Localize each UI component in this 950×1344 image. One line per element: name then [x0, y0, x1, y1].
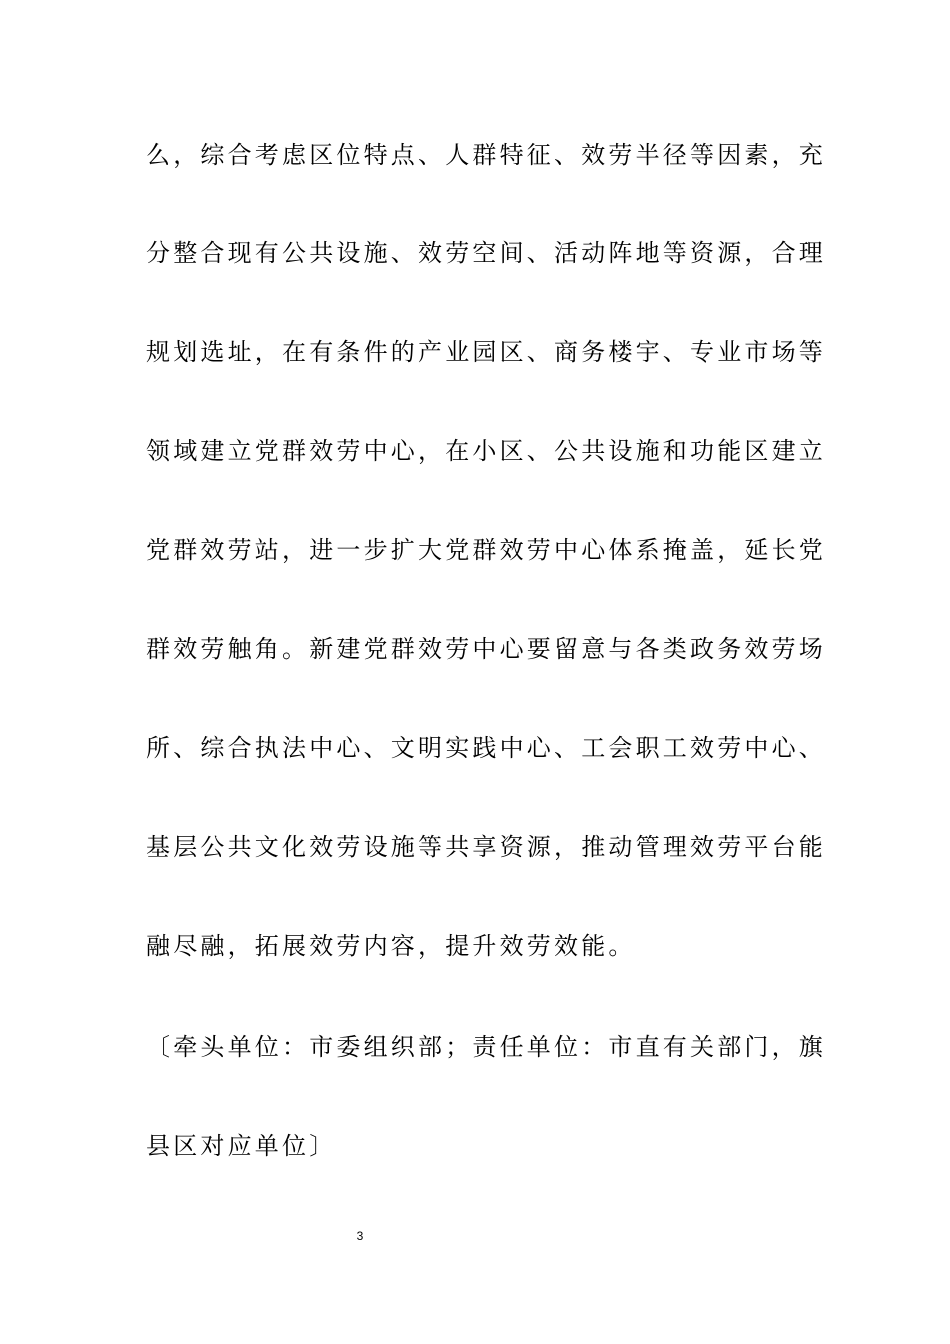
paragraph-line: 融尽融，拓展效劳内容，提升效劳效能。	[146, 932, 636, 960]
paragraph-line: 基层公共文化效劳设施等共享资源，推动管理效劳平台能	[146, 833, 826, 861]
paragraph-line: 所、综合执法中心、文明实践中心、工会职工效劳中心、	[146, 734, 826, 762]
paragraph-line: 党群效劳站，进一步扩大党群效劳中心体系掩盖，延长党	[146, 536, 826, 564]
paragraph-line: 分整合现有公共设施、效劳空间、活动阵地等资源，合理	[146, 239, 826, 267]
page-number: 3	[356, 1229, 364, 1243]
paragraph-line: 规划选址，在有条件的产业园区、商务楼宇、专业市场等	[146, 338, 826, 366]
paragraph-line: 领域建立党群效劳中心，在小区、公共设施和功能区建立	[146, 437, 826, 465]
paragraph-line: 群效劳触角。新建党群效劳中心要留意与各类政务效劳场	[146, 635, 826, 663]
responsibility-line: 〔牵头单位：市委组织部；责任单位：市直有关部门，旗	[146, 1033, 826, 1061]
paragraph-line: 么，综合考虑区位特点、人群特征、效劳半径等因素，充	[146, 141, 826, 169]
responsibility-line: 县区对应单位〕	[146, 1132, 337, 1160]
